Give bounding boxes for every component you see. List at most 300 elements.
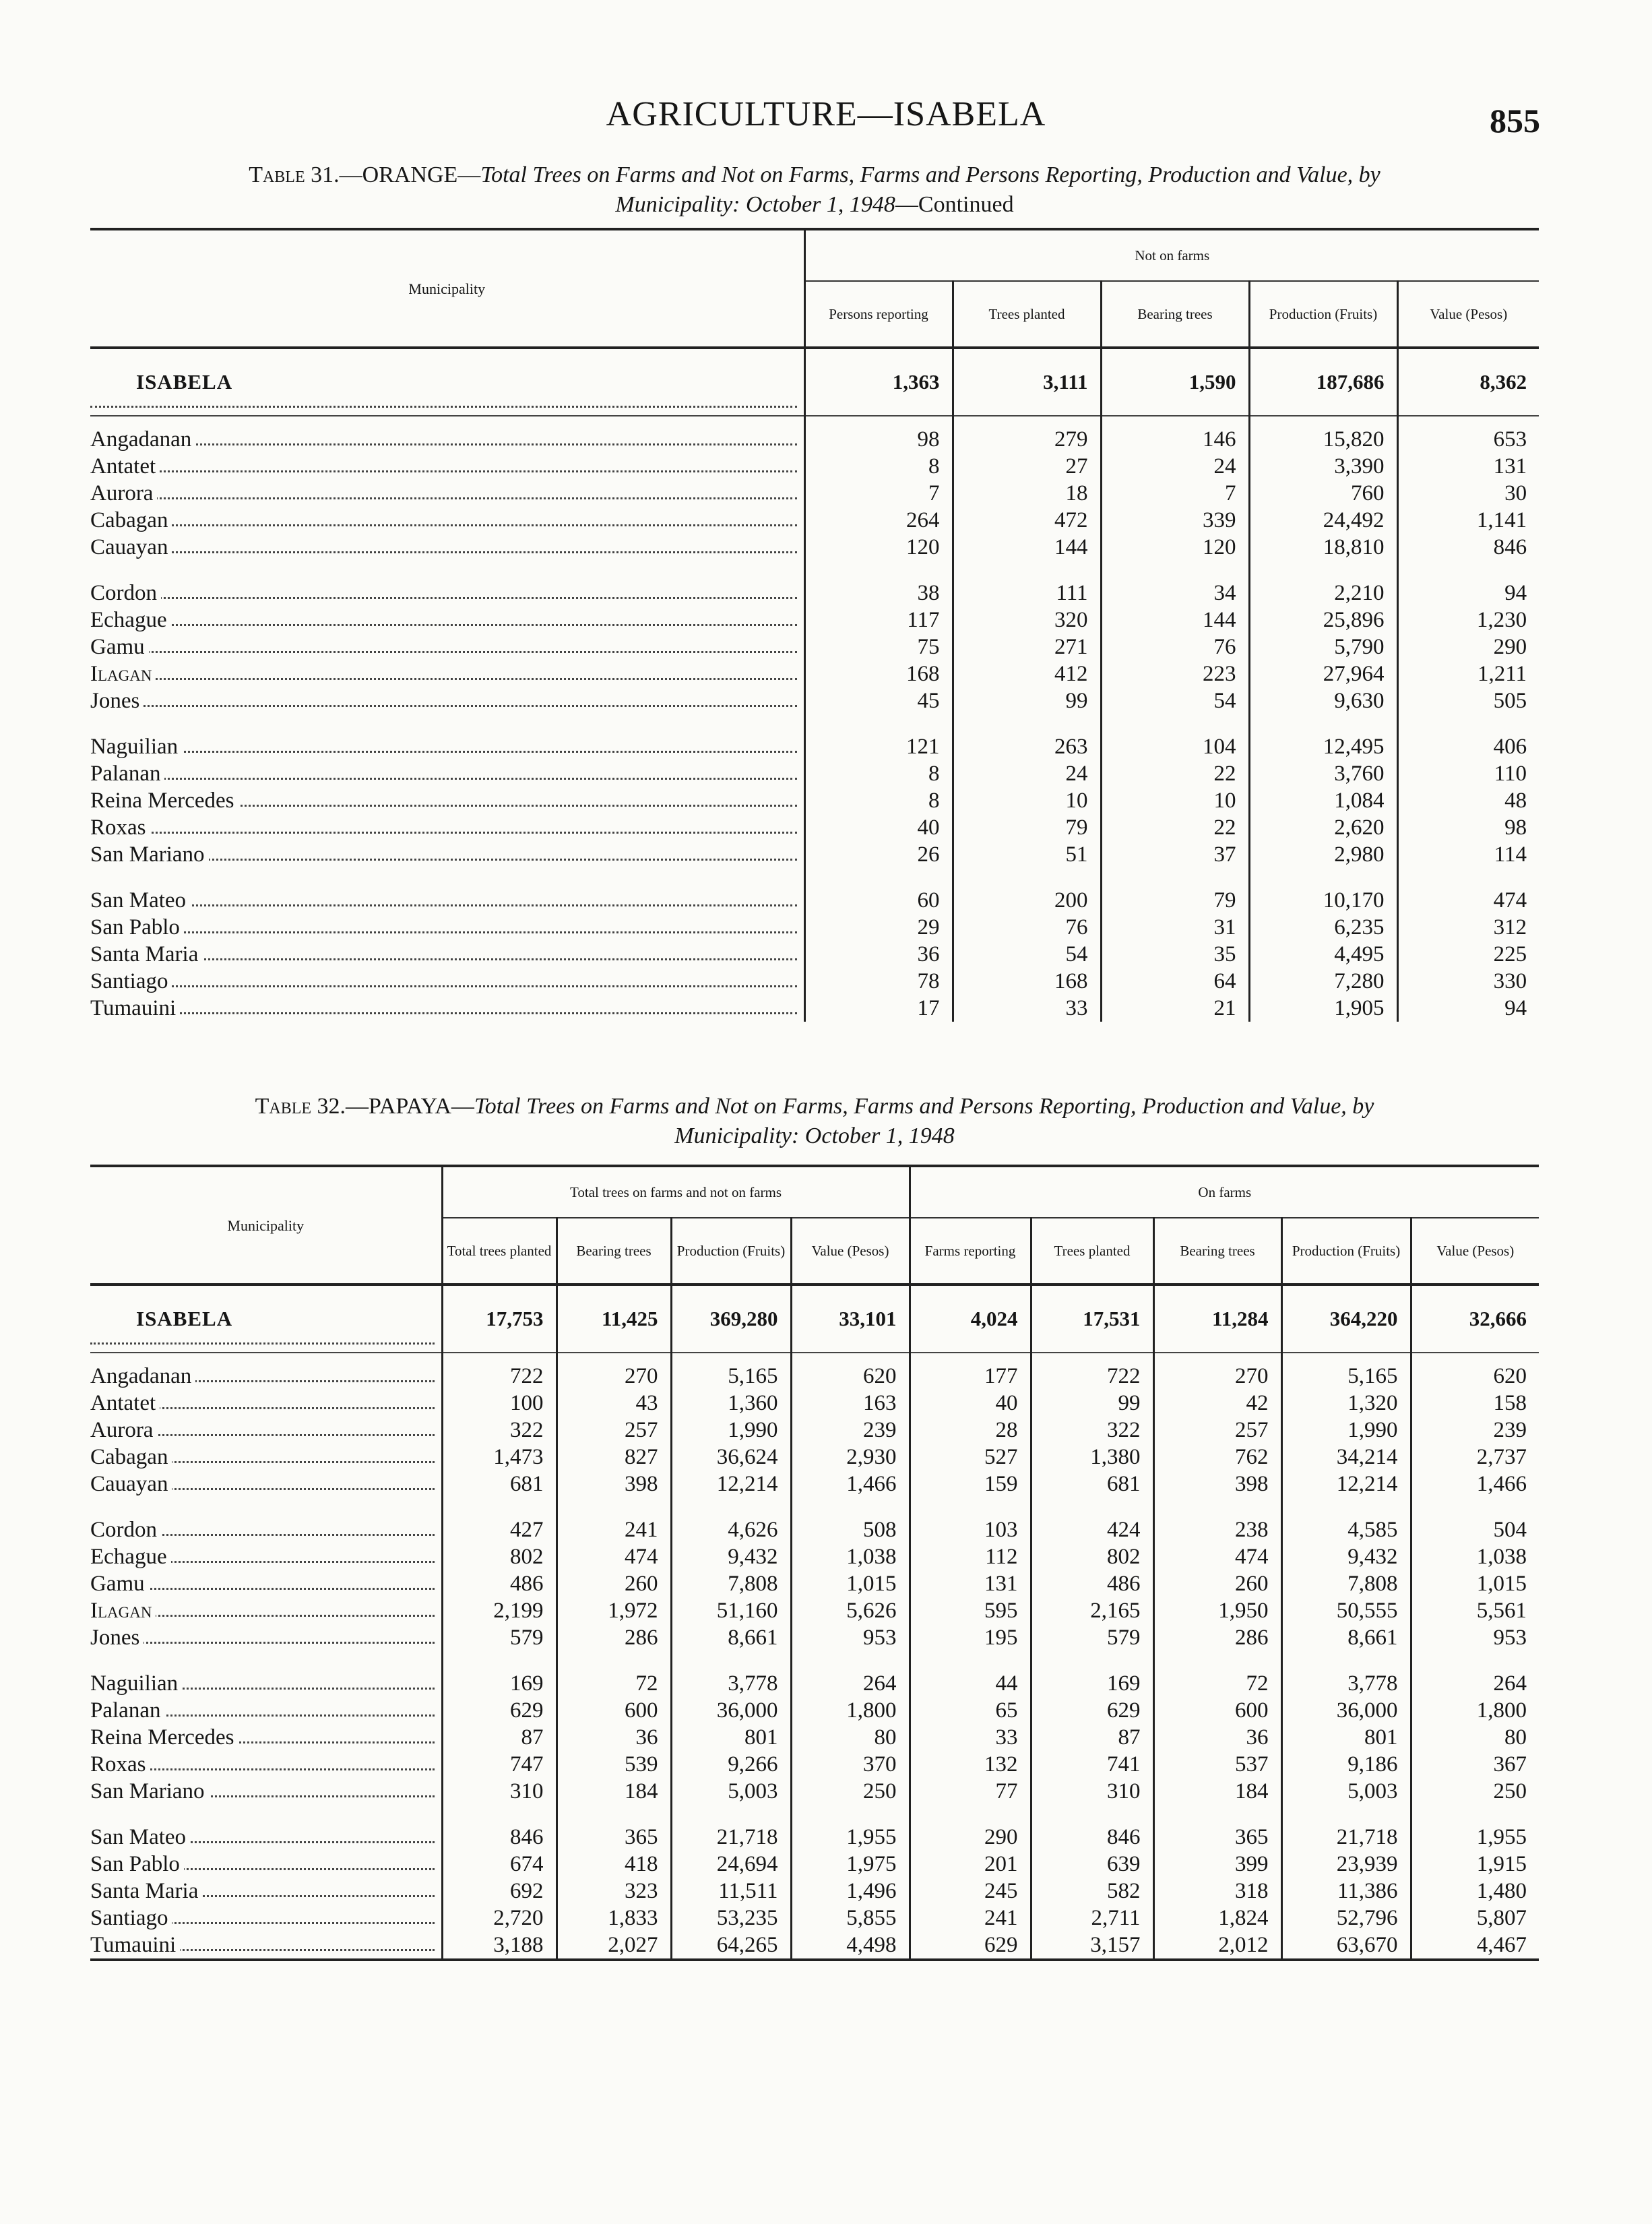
municipality-name: San Mariano: [90, 1779, 209, 1803]
municipality-name: Cordon: [90, 1518, 161, 1542]
value-cell: 6,235: [1249, 914, 1397, 941]
value-cell: 508: [791, 1497, 910, 1543]
running-title: AGRICULTURE—ISABELA: [606, 95, 1046, 133]
value-cell: 5,807: [1411, 1905, 1539, 1932]
table-row: [90, 1805, 1539, 1851]
municipality-name: Reina Mercedes: [90, 1725, 239, 1750]
value-cell: 27,964: [1249, 660, 1397, 687]
table32-group-on-farms: On farms: [910, 1166, 1539, 1218]
table-row: [90, 1724, 1539, 1751]
value-cell: 245: [910, 1878, 1031, 1905]
table-row: [90, 1570, 1539, 1597]
value-cell: 9,186: [1281, 1751, 1411, 1778]
value-cell: 11,386: [1281, 1878, 1411, 1905]
table32-col-2: Bearing trees: [557, 1218, 671, 1285]
table31-subject: —ORANGE—: [339, 162, 481, 187]
value-cell: 270: [1153, 1353, 1281, 1390]
municipality-name: Naguilian: [90, 735, 182, 759]
value-cell: 21: [1101, 995, 1249, 1022]
value-cell: 320: [953, 607, 1101, 634]
value-cell: 418: [557, 1851, 671, 1878]
value-cell: 241: [910, 1905, 1031, 1932]
value-cell: 582: [1031, 1878, 1153, 1905]
value-cell: 310: [1031, 1778, 1153, 1805]
value-cell: 80: [1411, 1724, 1539, 1751]
value-cell: 653: [1397, 416, 1539, 453]
value-cell: 87: [1031, 1724, 1153, 1751]
value-cell: 94: [1397, 995, 1539, 1022]
value-cell: 406: [1397, 714, 1539, 760]
municipality-name: San Mateo: [90, 888, 190, 913]
value-cell: 63,670: [1281, 1932, 1411, 1960]
table-row: [90, 480, 1539, 507]
value-cell: 5,165: [671, 1353, 791, 1390]
value-cell: 827: [557, 1444, 671, 1471]
value-cell: 50,555: [1281, 1597, 1411, 1624]
value-cell: 2,711: [1031, 1905, 1153, 1932]
value-cell: 3,157: [1031, 1932, 1153, 1960]
value-cell: 100: [442, 1390, 557, 1417]
value-cell: 99: [953, 687, 1101, 714]
municipality-cell: [90, 534, 804, 561]
value-cell: 486: [1031, 1570, 1153, 1597]
table-row: [90, 507, 1539, 534]
value-cell: 225: [1397, 941, 1539, 968]
table-row: [90, 453, 1539, 480]
value-cell: 722: [442, 1353, 557, 1390]
value-cell: 310: [442, 1778, 557, 1805]
value-cell: 1,905: [1249, 995, 1397, 1022]
table32-title-line2: Municipality: October 1, 1948: [674, 1123, 955, 1148]
municipality-cell: [90, 1543, 442, 1570]
value-cell: 45: [804, 687, 953, 714]
value-cell: 8: [804, 787, 953, 814]
table31-title: Total Trees on Farms and Not on Farms, Farms and Persons Reporting, Production and Value, by: [480, 162, 1380, 187]
value-cell: 5,790: [1249, 634, 1397, 660]
value-cell: 117: [804, 607, 953, 634]
municipality-name: Antatet: [90, 454, 160, 478]
value-cell: 2,930: [791, 1444, 910, 1471]
value-cell: 36: [557, 1724, 671, 1751]
value-cell: 1,972: [557, 1597, 671, 1624]
municipality-cell: [90, 1597, 442, 1624]
municipality-cell: [90, 1751, 442, 1778]
municipality-cell: [90, 760, 804, 787]
municipality-cell: [90, 1497, 442, 1543]
municipality-name: Echague: [90, 1545, 171, 1569]
value-cell: 1,824: [1153, 1905, 1281, 1932]
table32-total-row: [90, 1285, 1539, 1353]
value-cell: 1,915: [1411, 1851, 1539, 1878]
municipality-cell: [90, 1570, 442, 1597]
value-cell: 1,466: [791, 1471, 910, 1497]
value-cell: 2,620: [1249, 814, 1397, 841]
value-cell: 223: [1101, 660, 1249, 687]
value-cell: 505: [1397, 687, 1539, 714]
municipality-cell: [90, 968, 804, 995]
municipality-cell: [90, 1851, 442, 1878]
value-cell: 1,141: [1397, 507, 1539, 534]
table32-col-9: Value (Pesos): [1411, 1218, 1539, 1285]
value-cell: 239: [1411, 1417, 1539, 1444]
value-cell: 953: [1411, 1624, 1539, 1651]
table31-col-3: Bearing trees: [1101, 281, 1249, 348]
value-cell: 36,000: [671, 1697, 791, 1724]
table-row: [90, 1878, 1539, 1905]
municipality-name: Roxas: [90, 1752, 150, 1777]
table-row: [90, 1543, 1539, 1570]
value-cell: 579: [1031, 1624, 1153, 1651]
value-cell: 10,170: [1249, 868, 1397, 914]
value-cell: 279: [953, 416, 1101, 453]
value-cell: 51: [953, 841, 1101, 868]
value-cell: 1,800: [1411, 1697, 1539, 1724]
table31-col-4: Production (Fruits): [1249, 281, 1397, 348]
value-cell: 4,585: [1281, 1497, 1411, 1543]
value-cell: 250: [1411, 1778, 1539, 1805]
value-cell: 4,626: [671, 1497, 791, 1543]
value-cell: 290: [1397, 634, 1539, 660]
value-cell: 52,796: [1281, 1905, 1411, 1932]
value-cell: 11,425: [557, 1285, 671, 1353]
value-cell: 131: [1397, 453, 1539, 480]
value-cell: 953: [791, 1624, 910, 1651]
municipality-cell: [90, 841, 804, 868]
value-cell: 64: [1101, 968, 1249, 995]
value-cell: 195: [910, 1624, 1031, 1651]
municipality-name: Aurora: [90, 481, 157, 505]
value-cell: 802: [1031, 1543, 1153, 1570]
value-cell: 595: [910, 1597, 1031, 1624]
value-cell: 21,718: [671, 1805, 791, 1851]
table32-subject: —PAPAYA—: [346, 1094, 474, 1119]
municipality-name: Naguilian: [90, 1671, 182, 1696]
table32-col-1: Total trees planted: [442, 1218, 557, 1285]
value-cell: 1,950: [1153, 1597, 1281, 1624]
municipality-name: Cabagan: [90, 508, 172, 532]
table32: [90, 1165, 1539, 1961]
value-cell: 330: [1397, 968, 1539, 995]
value-cell: 1,955: [791, 1805, 910, 1851]
municipality-cell: [90, 348, 804, 416]
table32-col-4: Value (Pesos): [791, 1218, 910, 1285]
table-row: [90, 1624, 1539, 1651]
value-cell: 474: [1153, 1543, 1281, 1570]
value-cell: 722: [1031, 1353, 1153, 1390]
value-cell: 639: [1031, 1851, 1153, 1878]
value-cell: 1,480: [1411, 1878, 1539, 1905]
value-cell: 537: [1153, 1751, 1281, 1778]
table31-title-line2: Municipality: October 1, 1948: [615, 192, 895, 217]
table-row: [90, 607, 1539, 634]
table32-col-5: Farms reporting: [910, 1218, 1031, 1285]
value-cell: 3,390: [1249, 453, 1397, 480]
value-cell: 762: [1153, 1444, 1281, 1471]
table-row: [90, 1444, 1539, 1471]
value-cell: 4,024: [910, 1285, 1031, 1353]
value-cell: 43: [557, 1390, 671, 1417]
value-cell: 322: [1031, 1417, 1153, 1444]
table31-continued: —Continued: [895, 192, 1014, 217]
municipality-cell: [90, 416, 804, 453]
table-row: [90, 1651, 1539, 1697]
municipality-name: San Mariano: [90, 842, 209, 867]
value-cell: 1,038: [1411, 1543, 1539, 1570]
value-cell: 201: [910, 1851, 1031, 1878]
municipality-cell: [90, 941, 804, 968]
municipality-name: Ilagan: [90, 662, 156, 686]
table32-title: Total Trees on Farms and Not on Farms, Farms and Persons Reporting, Production and Value, by: [474, 1094, 1374, 1119]
municipality-cell: [90, 1624, 442, 1651]
value-cell: 54: [1101, 687, 1249, 714]
municipality-name: Santa Maria: [90, 1879, 202, 1903]
municipality-name: Jones: [90, 689, 144, 713]
value-cell: 4,495: [1249, 941, 1397, 968]
value-cell: 78: [804, 968, 953, 995]
value-cell: 3,778: [1281, 1651, 1411, 1697]
value-cell: 629: [1031, 1697, 1153, 1724]
value-cell: 184: [1153, 1778, 1281, 1805]
value-cell: 323: [557, 1878, 671, 1905]
value-cell: 2,165: [1031, 1597, 1153, 1624]
municipality-name: Echague: [90, 608, 171, 632]
value-cell: 17: [804, 995, 953, 1022]
municipality-cell: [90, 814, 804, 841]
value-cell: 5,165: [1281, 1353, 1411, 1390]
municipality-name: San Mateo: [90, 1825, 190, 1849]
municipality-name: Gamu: [90, 1572, 149, 1596]
municipality-cell: [90, 1878, 442, 1905]
value-cell: 263: [953, 714, 1101, 760]
value-cell: 1,496: [791, 1878, 910, 1905]
value-cell: 98: [1397, 814, 1539, 841]
value-cell: 424: [1031, 1497, 1153, 1543]
value-cell: 168: [804, 660, 953, 687]
value-cell: 169: [1031, 1651, 1153, 1697]
value-cell: 579: [442, 1624, 557, 1651]
value-cell: 760: [1249, 480, 1397, 507]
value-cell: 1,955: [1411, 1805, 1539, 1851]
table-row: [90, 1417, 1539, 1444]
municipality-name: Palanan: [90, 1698, 164, 1723]
value-cell: 1,833: [557, 1905, 671, 1932]
value-cell: 4,467: [1411, 1932, 1539, 1960]
municipality-name: Angadanan: [90, 427, 195, 452]
value-cell: 369,280: [671, 1285, 791, 1353]
municipality-name: Cauayan: [90, 535, 172, 559]
value-cell: 15,820: [1249, 416, 1397, 453]
table32-caption: [90, 1092, 1539, 1151]
value-cell: 23,939: [1281, 1851, 1411, 1878]
table-row: [90, 868, 1539, 914]
value-cell: 1,990: [671, 1417, 791, 1444]
value-cell: 286: [557, 1624, 671, 1651]
value-cell: 54: [953, 941, 1101, 968]
municipality-cell: [90, 1651, 442, 1697]
value-cell: 33: [953, 995, 1101, 1022]
table31-col-municipality: Municipality: [90, 229, 804, 348]
value-cell: 48: [1397, 787, 1539, 814]
municipality-cell: [90, 634, 804, 660]
value-cell: 27: [953, 453, 1101, 480]
value-cell: 3,111: [953, 348, 1101, 416]
value-cell: 44: [910, 1651, 1031, 1697]
value-cell: 12,214: [1281, 1471, 1411, 1497]
value-cell: 24,492: [1249, 507, 1397, 534]
table-row: [90, 1597, 1539, 1624]
value-cell: 1,590: [1101, 348, 1249, 416]
value-cell: 474: [1397, 868, 1539, 914]
value-cell: 111: [953, 561, 1101, 607]
table-row: [90, 1471, 1539, 1497]
value-cell: 80: [791, 1724, 910, 1751]
municipality-cell: [90, 1932, 442, 1960]
value-cell: 1,360: [671, 1390, 791, 1417]
table31-caption: [90, 160, 1539, 220]
value-cell: 8,661: [671, 1624, 791, 1651]
value-cell: 158: [1411, 1390, 1539, 1417]
municipality-name: Aurora: [90, 1418, 157, 1442]
municipality-cell: [90, 607, 804, 634]
value-cell: 1,038: [791, 1543, 910, 1570]
value-cell: 34,214: [1281, 1444, 1411, 1471]
value-cell: 5,003: [1281, 1778, 1411, 1805]
value-cell: 241: [557, 1497, 671, 1543]
value-cell: 1,990: [1281, 1417, 1411, 1444]
table-row: [90, 416, 1539, 453]
municipality-name: Santa Maria: [90, 942, 202, 966]
value-cell: 40: [910, 1390, 1031, 1417]
value-cell: 51,160: [671, 1597, 791, 1624]
value-cell: 110: [1397, 760, 1539, 787]
value-cell: 72: [557, 1651, 671, 1697]
value-cell: 681: [1031, 1471, 1153, 1497]
value-cell: 30: [1397, 480, 1539, 507]
table32-col-7: Bearing trees: [1153, 1218, 1281, 1285]
value-cell: 1,211: [1397, 660, 1539, 687]
municipality-name: Jones: [90, 1626, 144, 1650]
value-cell: 184: [557, 1778, 671, 1805]
value-cell: 846: [1397, 534, 1539, 561]
value-cell: 5,855: [791, 1905, 910, 1932]
table32-col-6: Trees planted: [1031, 1218, 1153, 1285]
value-cell: 629: [442, 1697, 557, 1724]
value-cell: 114: [1397, 841, 1539, 868]
value-cell: 398: [1153, 1471, 1281, 1497]
table32-group-total: Total trees on farms and not on farms: [442, 1166, 910, 1218]
municipality-cell: [90, 561, 804, 607]
municipality-name: Santiago: [90, 969, 172, 993]
table-row: [90, 1932, 1539, 1960]
value-cell: 9,432: [1281, 1543, 1411, 1570]
value-cell: 75: [804, 634, 953, 660]
value-cell: 674: [442, 1851, 557, 1878]
value-cell: 65: [910, 1697, 1031, 1724]
municipality-name: ISABELA: [90, 1307, 236, 1330]
value-cell: 4,498: [791, 1932, 910, 1960]
value-cell: 257: [1153, 1417, 1281, 1444]
value-cell: 28: [910, 1417, 1031, 1444]
value-cell: 9,432: [671, 1543, 791, 1570]
value-cell: 36: [804, 941, 953, 968]
table-row: [90, 660, 1539, 687]
table-row: [90, 995, 1539, 1022]
value-cell: 846: [442, 1805, 557, 1851]
value-cell: 120: [804, 534, 953, 561]
table-row: [90, 1851, 1539, 1878]
value-cell: 159: [910, 1471, 1031, 1497]
value-cell: 33: [910, 1724, 1031, 1751]
municipality-cell: [90, 1778, 442, 1805]
value-cell: 98: [804, 416, 953, 453]
municipality-cell: [90, 480, 804, 507]
value-cell: 2,199: [442, 1597, 557, 1624]
value-cell: 1,380: [1031, 1444, 1153, 1471]
municipality-cell: [90, 714, 804, 760]
table31-col-2: Trees planted: [953, 281, 1101, 348]
value-cell: 104: [1101, 714, 1249, 760]
value-cell: 9,630: [1249, 687, 1397, 714]
municipality-cell: [90, 787, 804, 814]
value-cell: 17,753: [442, 1285, 557, 1353]
value-cell: 36: [1153, 1724, 1281, 1751]
value-cell: 486: [442, 1570, 557, 1597]
value-cell: 163: [791, 1390, 910, 1417]
municipality-name: Tumauini: [90, 1933, 180, 1957]
value-cell: 7,808: [671, 1570, 791, 1597]
value-cell: 600: [1153, 1697, 1281, 1724]
value-cell: 32,666: [1411, 1285, 1539, 1353]
value-cell: 1,320: [1281, 1390, 1411, 1417]
municipality-name: Palanan: [90, 762, 164, 786]
value-cell: 270: [557, 1353, 671, 1390]
value-cell: 367: [1411, 1751, 1539, 1778]
municipality-cell: [90, 914, 804, 941]
value-cell: 29: [804, 914, 953, 941]
value-cell: 364,220: [1281, 1285, 1411, 1353]
table31-group-not-on-farms: Not on farms: [804, 229, 1539, 281]
value-cell: 22: [1101, 814, 1249, 841]
value-cell: 79: [953, 814, 1101, 841]
municipality-name: San Pablo: [90, 1852, 184, 1876]
value-cell: 24: [1101, 453, 1249, 480]
table-row: [90, 534, 1539, 561]
value-cell: 53,235: [671, 1905, 791, 1932]
table-row: [90, 1353, 1539, 1390]
table-row: [90, 914, 1539, 941]
value-cell: 260: [1153, 1570, 1281, 1597]
municipality-cell: [90, 507, 804, 534]
municipality-name: Ilagan: [90, 1599, 156, 1623]
value-cell: 620: [791, 1353, 910, 1390]
value-cell: 17,531: [1031, 1285, 1153, 1353]
table-row: [90, 1390, 1539, 1417]
value-cell: 26: [804, 841, 953, 868]
value-cell: 1,975: [791, 1851, 910, 1878]
municipality-name: Cabagan: [90, 1445, 172, 1469]
value-cell: 31: [1101, 914, 1249, 941]
value-cell: 8: [804, 453, 953, 480]
table-row: [90, 1697, 1539, 1724]
value-cell: 2,737: [1411, 1444, 1539, 1471]
value-cell: 290: [910, 1805, 1031, 1851]
value-cell: 399: [1153, 1851, 1281, 1878]
municipality-name: Roxas: [90, 815, 150, 840]
municipality-cell: [90, 1353, 442, 1390]
value-cell: 474: [557, 1543, 671, 1570]
value-cell: 1,015: [791, 1570, 910, 1597]
value-cell: 681: [442, 1471, 557, 1497]
